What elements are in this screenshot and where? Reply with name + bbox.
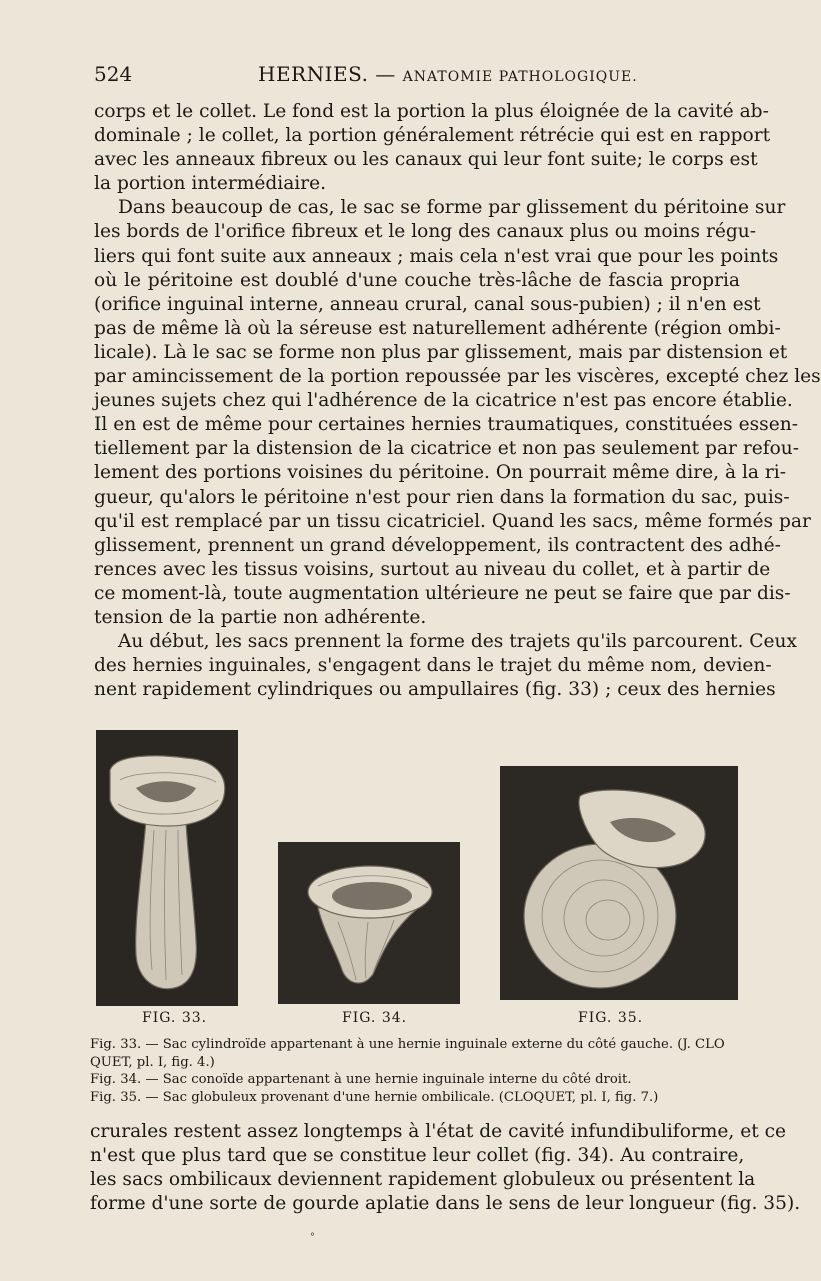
text-line: qu'il est remplacé par un tissu cicatriciel. Quand les sacs, même formés par (94, 510, 811, 532)
text-line: la portion intermédiaire. (94, 173, 327, 195)
globular-sac-illustration (500, 766, 738, 1000)
text-line: licale). Là le sac se forme non plus par glissement, mais par distension et (94, 341, 788, 363)
figure-34-conoid-sac (278, 842, 460, 1004)
figure-33-label: FIG. 33. (142, 1010, 208, 1026)
text-line: par amincissement de la portion repoussée par les viscères, excepté chez les (94, 366, 821, 388)
text-line: les sacs ombilicaux deviennent rapidement globuleux ou présentent la (90, 1169, 756, 1191)
text-line: jeunes sujets chez qui l'adhérence de la cicatrice n'est pas encore établie. (94, 390, 793, 412)
text-line: liers qui font suite aux anneaux ; mais cela n'est vrai que pour les points (94, 245, 779, 267)
text-line: dominale ; le collet, la portion généralement rétrécie qui est en rapport (94, 125, 771, 147)
text-line: Il en est de même pour certaines hernies traumatiques, constituées essen- (94, 414, 798, 436)
text-line: Dans beaucoup de cas, le sac se forme par glissement du péritoine sur (118, 197, 786, 219)
text-line: des hernies inguinales, s'engagent dans le trajet du même nom, devien- (94, 655, 772, 677)
running-title-main: HERNIES. — (258, 62, 396, 86)
page-header (94, 62, 740, 92)
figure-captions (90, 1036, 750, 1106)
text-line: tension de la partie non adhérente. (94, 606, 427, 628)
text-line: lement des portions voisines du péritoine. On pourrait même dire, à la ri- (94, 462, 787, 484)
figures-row (94, 728, 740, 1028)
text-line: avec les anneaux fibreux ou les canaux qui leur font suite; le corps est (94, 149, 758, 171)
text-line: les bords de l'orifice fibreux et le long des canaux plus ou moins régu- (94, 221, 757, 243)
text-line: ce moment-là, toute augmentation ultérieure ne peut se faire que par dis- (94, 582, 791, 604)
running-title (258, 62, 638, 86)
text-line: tiellement par la distension de la cicatrice et non pas seulement par refou- (94, 438, 800, 460)
text-line: Au début, les sacs prennent la forme des trajets qu'ils parcourent. Ceux (118, 631, 797, 653)
cylindrical-sac-illustration (96, 730, 238, 1006)
figure-35-label: FIG. 35. (578, 1010, 644, 1026)
text-line: rences avec les tissus voisins, surtout au niveau du collet, et à partir de (94, 558, 771, 580)
running-title-sub: ANATOMIE PATHOLOGIQUE. (402, 69, 638, 85)
caption-fig-33: Fig. 33. — Sac cylindroïde appartenant à une hernie inguinale externe du côté gauche. (J. CLO (90, 1037, 725, 1052)
figure-34-label: FIG. 34. (342, 1010, 408, 1026)
text-line: nent rapidement cylindriques ou ampullaires (fig. 33) ; ceux des hernies (94, 679, 776, 701)
text-line: (orifice inguinal interne, anneau crural, canal sous-pubien) ; il n'en est (94, 293, 761, 315)
lower-body-text (90, 1120, 801, 1216)
text-line: crurales restent assez longtemps à l'état de cavité infundibuliforme, et ce (90, 1121, 787, 1142)
text-line: corps et le collet. Le fond est la portion la plus éloignée de la cavité ab- (94, 101, 769, 122)
page-number: 524 (94, 62, 133, 86)
figure-33-cylindrical-sac (96, 730, 238, 1006)
text-line: glissement, prennent un grand développement, ils contractent des adhé- (94, 534, 781, 556)
text-line: n'est que plus tard que se constitue leur collet (fig. 34). Au contraire, (90, 1145, 745, 1167)
page-mark: ° (310, 1232, 315, 1243)
body-text (94, 100, 821, 702)
conoid-sac-illustration (278, 842, 460, 1004)
text-line: gueur, qu'alors le péritoine n'est pour rien dans la formation du sac, puis- (94, 486, 790, 508)
caption-fig-33-cont: QUET, pl. I, fig. 4.) (90, 1054, 215, 1070)
text-line: forme d'une sorte de gourde aplatie dans le sens de leur longueur (fig. 35). (90, 1193, 801, 1215)
caption-fig-35: Fig. 35. — Sac globuleux provenant d'une hernie ombilicale. (CLOQUET, pl. I, fig. 7.) (90, 1089, 659, 1105)
text-line: pas de même là où la séreuse est naturellement adhérente (région ombi- (94, 317, 781, 339)
text-line: où le péritoine est doublé d'une couche très-lâche de fascia propria (94, 269, 740, 291)
caption-fig-34: Fig. 34. — Sac conoïde appartenant à une hernie inguinale interne du côté droit. (90, 1072, 632, 1088)
figure-35-globular-sac (500, 766, 738, 1000)
